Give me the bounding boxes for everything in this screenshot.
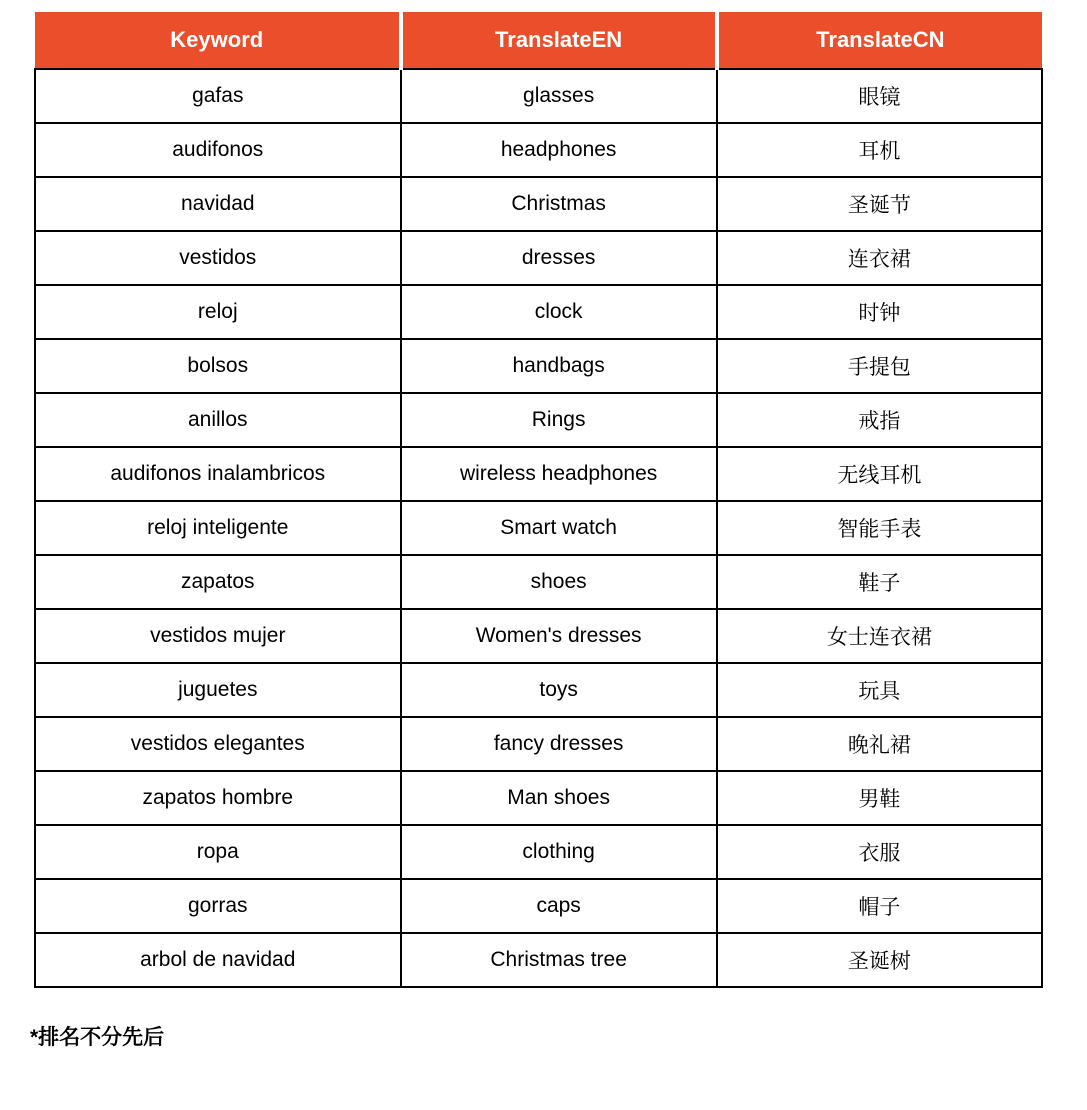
column-header-translate-cn: TranslateCN (717, 12, 1042, 69)
table-row (35, 123, 1042, 177)
cell-translate-cn: 帽子 (717, 879, 1042, 933)
cell-translate-cn: 眼镜 (717, 69, 1042, 123)
cell-keyword: anillos (35, 393, 401, 447)
table-row (35, 501, 1042, 555)
cell-translate-cn: 圣诞节 (717, 177, 1042, 231)
cell-translate-en: Women's dresses (401, 609, 717, 663)
table-row (35, 933, 1042, 987)
table-row (35, 69, 1042, 123)
cell-keyword: gafas (35, 69, 401, 123)
cell-keyword: vestidos elegantes (35, 717, 401, 771)
table-row (35, 717, 1042, 771)
cell-keyword: zapatos hombre (35, 771, 401, 825)
cell-translate-en: Smart watch (401, 501, 717, 555)
cell-translate-cn: 智能手表 (717, 501, 1042, 555)
cell-translate-cn: 晚礼裙 (717, 717, 1042, 771)
cell-keyword: audifonos inalambricos (35, 447, 401, 501)
table-body (35, 69, 1042, 987)
cell-translate-cn: 无线耳机 (717, 447, 1042, 501)
cell-keyword: zapatos (35, 555, 401, 609)
cell-translate-en: dresses (401, 231, 717, 285)
cell-translate-cn: 耳机 (717, 123, 1042, 177)
table-row (35, 393, 1042, 447)
cell-translate-cn: 圣诞树 (717, 933, 1042, 987)
cell-translate-en: clothing (401, 825, 717, 879)
cell-translate-en: clock (401, 285, 717, 339)
cell-translate-cn: 时钟 (717, 285, 1042, 339)
cell-translate-cn: 戒指 (717, 393, 1042, 447)
cell-translate-cn: 玩具 (717, 663, 1042, 717)
ranking-disclaimer-footnote: *排名不分先后 (30, 1026, 165, 1049)
cell-keyword: ropa (35, 825, 401, 879)
cell-keyword: arbol de navidad (35, 933, 401, 987)
cell-translate-en: headphones (401, 123, 717, 177)
cell-translate-en: wireless headphones (401, 447, 717, 501)
cell-translate-cn: 衣服 (717, 825, 1042, 879)
keyword-translation-table (34, 12, 1043, 988)
cell-keyword: navidad (35, 177, 401, 231)
cell-keyword: reloj inteligente (35, 501, 401, 555)
cell-keyword: gorras (35, 879, 401, 933)
table-header-row (35, 12, 1042, 69)
table-row (35, 447, 1042, 501)
cell-translate-cn: 连衣裙 (717, 231, 1042, 285)
table-row (35, 609, 1042, 663)
cell-translate-en: Rings (401, 393, 717, 447)
cell-translate-en: shoes (401, 555, 717, 609)
cell-translate-cn: 女士连衣裙 (717, 609, 1042, 663)
cell-keyword: vestidos (35, 231, 401, 285)
table-row (35, 825, 1042, 879)
cell-translate-en: toys (401, 663, 717, 717)
cell-keyword: reloj (35, 285, 401, 339)
cell-translate-cn: 男鞋 (717, 771, 1042, 825)
table-row (35, 771, 1042, 825)
cell-translate-en: fancy dresses (401, 717, 717, 771)
cell-translate-cn: 鞋子 (717, 555, 1042, 609)
cell-keyword: audifonos (35, 123, 401, 177)
table-row (35, 177, 1042, 231)
table-row (35, 555, 1042, 609)
cell-translate-cn: 手提包 (717, 339, 1042, 393)
table-header (35, 12, 1042, 69)
cell-keyword: vestidos mujer (35, 609, 401, 663)
column-header-keyword: Keyword (35, 12, 401, 69)
cell-translate-en: Christmas (401, 177, 717, 231)
table-row (35, 231, 1042, 285)
cell-translate-en: caps (401, 879, 717, 933)
cell-translate-en: handbags (401, 339, 717, 393)
cell-translate-en: glasses (401, 69, 717, 123)
table-row (35, 285, 1042, 339)
cell-translate-en: Man shoes (401, 771, 717, 825)
table-row (35, 663, 1042, 717)
cell-keyword: bolsos (35, 339, 401, 393)
cell-translate-en: Christmas tree (401, 933, 717, 987)
cell-keyword: juguetes (35, 663, 401, 717)
table-row (35, 339, 1042, 393)
table-row (35, 879, 1042, 933)
column-header-translate-en: TranslateEN (401, 12, 717, 69)
